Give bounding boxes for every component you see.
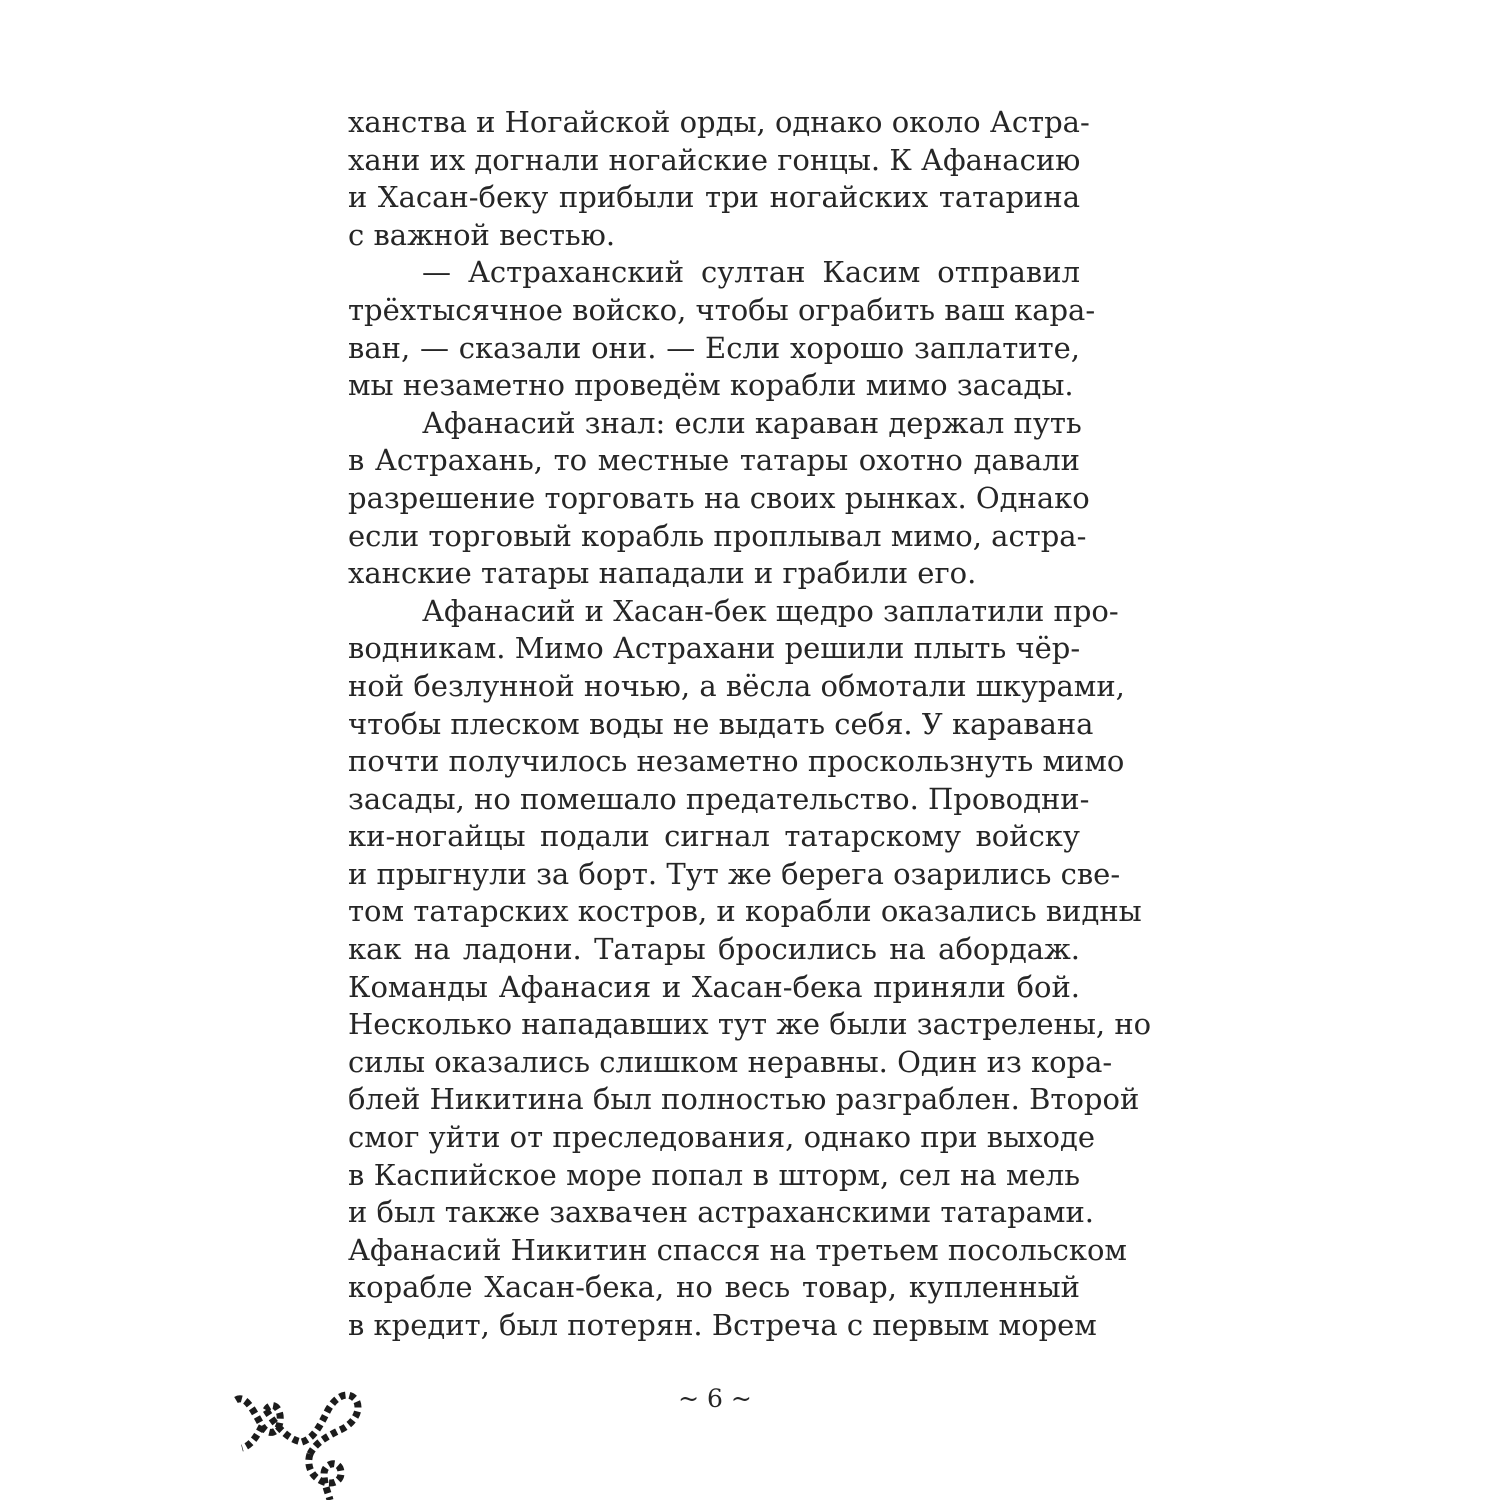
text-line: с важной вестью. xyxy=(348,217,616,252)
text-line: разрешение торговать на своих рынках. Однако xyxy=(348,480,1090,515)
text-line: в Астрахань, то местные татары охотно давали xyxy=(348,443,1080,478)
text-line: ван, — сказали они. — Если хорошо заплатите, xyxy=(348,330,1080,365)
text-line: Команды Афанасия и Хасан-бека приняли бой. xyxy=(348,969,1080,1004)
text-line: чтобы плеском воды не выдать себя. У каравана xyxy=(348,706,1094,741)
text-line: засады, но помешало предательство. Проводни- xyxy=(348,781,1090,816)
text-line: Афанасий и Хасан-бек щедро заплатили про- xyxy=(422,593,1119,628)
text-line: ки-ногайцы подали сигнал татарскому войску xyxy=(348,819,1080,854)
text-line: как на ладони. Татары бросились на абордаж. xyxy=(348,932,1080,967)
text-line: почти получилось незаметно проскользнуть мимо xyxy=(348,744,1125,779)
text-line: — Астраханский султан Касим отправил xyxy=(422,255,1080,290)
text-line: ной безлунной ночью, а вёсла обмотали шкурами, xyxy=(348,668,1125,703)
text-line: если торговый корабль проплывал мимо, астра- xyxy=(348,518,1087,553)
text-line: блей Никитина был полностью разграблен. Второй xyxy=(348,1082,1140,1117)
text-line: корабле Хасан-бека, но весь товар, купленный xyxy=(348,1270,1080,1305)
text-line: ханства и Ногайской орды, однако около Астра- xyxy=(348,105,1090,139)
text-line: и прыгнули за борт. Тут же берега озарились све- xyxy=(348,856,1121,891)
page-number: ~ 6 ~ xyxy=(678,1384,752,1413)
text-line: ханские татары нападали и грабили его. xyxy=(348,556,977,591)
text-line: в Каспийское море попал в шторм, сел на мель xyxy=(348,1157,1080,1192)
text-line: трёхтысячное войско, чтобы ограбить ваш кара- xyxy=(348,292,1096,327)
text-line: мы незаметно проведём корабли мимо засады. xyxy=(348,368,1074,403)
text-line: том татарских костров, и корабли оказались видны xyxy=(348,894,1142,929)
text-line: хани их догнали ногайские гонцы. К Афанасию xyxy=(348,142,1081,177)
rope-knot-ornament-icon xyxy=(232,1386,362,1500)
text-line: Афанасий знал: если караван держал путь xyxy=(422,405,1082,440)
text-line: водникам. Мимо Астрахани решили плыть чёр- xyxy=(348,631,1081,666)
text-line: смог уйти от преследования, однако при выходе xyxy=(348,1120,1095,1155)
text-line: Афанасий Никитин спасся на третьем посольском xyxy=(348,1232,1127,1267)
text-line: силы оказались слишком неравны. Один из кора- xyxy=(348,1044,1113,1079)
text-line: и был также захвачен астраханскими татарами. xyxy=(348,1195,1095,1230)
text-line: и Хасан-беку прибыли три ногайских татарина xyxy=(348,180,1080,215)
text-line: Несколько нападавших тут же были застрелены, но xyxy=(348,1007,1152,1042)
body-text xyxy=(348,104,1152,1345)
text-line: в кредит, был потерян. Встреча с первым морем xyxy=(348,1308,1097,1342)
